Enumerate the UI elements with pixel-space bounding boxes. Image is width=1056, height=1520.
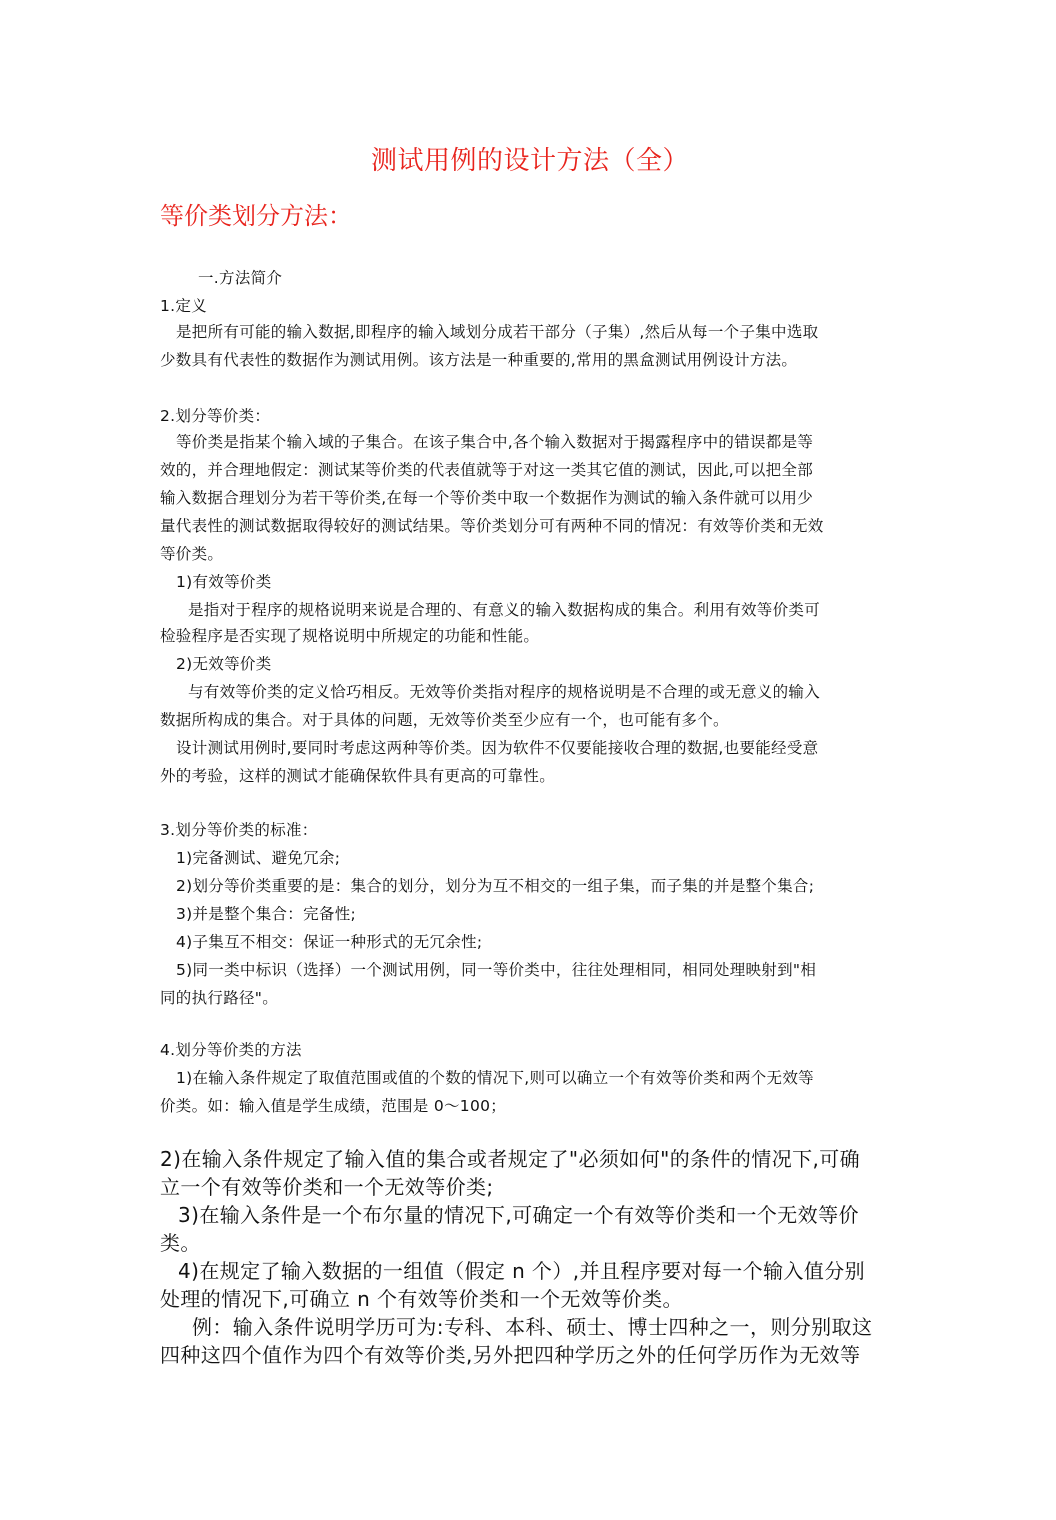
document-title: 测试用例的设计方法（全） xyxy=(370,146,689,176)
paragraph-line: 2.划分等价类： xyxy=(160,407,271,425)
list-item-large: 4)在规定了输入数据的一组值（假定 n 个）,并且程序要对每一个输入值分别 xyxy=(178,1259,866,1283)
paragraph-line: 是把所有可能的输入数据,即程序的输入域划分成若干部分（子集）,然后从每一个子集中选取 xyxy=(176,323,819,341)
subheading-method-intro: 一.方法简介 xyxy=(198,269,283,287)
list-item-large: 3)在输入条件是一个布尔量的情况下,可确定一个有效等价类和一个无效等价 xyxy=(178,1203,859,1227)
paragraph-line: 检验程序是否实现了规格说明中所规定的功能和性能。 xyxy=(160,627,540,645)
list-item-large: 2)在输入条件规定了输入值的集合或者规定了"必须如何"的条件的情况下,可确 xyxy=(160,1147,861,1171)
paragraph-line-large: 处理的情况下,可确立 n 个有效等价类和一个无效等价类。 xyxy=(160,1287,683,1311)
paragraph-line: 数据所构成的集合。对于具体的问题，无效等价类至少应有一个，也可能有多个。 xyxy=(160,711,729,729)
list-item: 3)并是整个集合：完备性; xyxy=(176,905,357,923)
paragraph-line-large: 立一个有效等价类和一个无效等价类; xyxy=(160,1175,494,1199)
paragraph-line-large: 类。 xyxy=(160,1231,201,1255)
paragraph-line: 等价类。 xyxy=(160,545,224,563)
paragraph-line: 是指对于程序的规格说明来说是合理的、有意义的输入数据构成的集合。利用有效等价类可 xyxy=(188,601,821,619)
list-item: 2)划分等价类重要的是：集合的划分，划分为互不相交的一组子集，而子集的并是整个集合; xyxy=(176,877,815,895)
paragraph-line-large: 四种这四个值作为四个有效等价类,另外把四种学历之外的任何学历作为无效等 xyxy=(160,1343,861,1367)
paragraph-line: 1)有效等价类 xyxy=(176,573,272,591)
paragraph-line: 少数具有代表性的数据作为测试用例。该方法是一种重要的,常用的黑盒测试用例设计方法。 xyxy=(160,351,798,369)
paragraph-line-large: 例：输入条件说明学历可为:专科、本科、硕士、博士四种之一，则分别取这 xyxy=(192,1315,873,1339)
paragraph-line: 量代表性的测试数据取得较好的测试结果。等价类划分可有两种不同的情况：有效等价类和无效 xyxy=(160,517,824,535)
paragraph-line: 2)无效等价类 xyxy=(176,655,272,673)
section-heading: 等价类划分方法： xyxy=(160,202,352,230)
paragraph-line: 4.划分等价类的方法 xyxy=(160,1041,302,1059)
paragraph-line: 效的，并合理地假定：测试某等价类的代表值就等于对这一类其它值的测试，因此,可以把全部 xyxy=(160,461,814,479)
list-item: 1)完备测试、避免冗余; xyxy=(176,849,341,867)
paragraph-line: 设计测试用例时,要同时考虑这两种等价类。因为软件不仅要能接收合理的数据,也要能经受意 xyxy=(176,739,819,757)
list-item: 1)在输入条件规定了取值范围或值的个数的情况下,则可以确立一个有效等价类和两个无效等 xyxy=(176,1069,814,1087)
paragraph-line: 1.定义 xyxy=(160,297,207,315)
list-item: 4)子集互不相交：保证一种形式的无冗余性; xyxy=(176,933,483,951)
paragraph-line: 价类。如：输入值是学生成绩，范围是 0～100； xyxy=(160,1097,507,1115)
paragraph-line: 同的执行路径"。 xyxy=(160,989,279,1007)
paragraph-line: 输入数据合理划分为若干等价类,在每一个等价类中取一个数据作为测试的输入条件就可以用少 xyxy=(160,489,814,507)
paragraph-line: 3.划分等价类的标准： xyxy=(160,821,318,839)
paragraph-line: 等价类是指某个输入域的子集合。在该子集合中,各个输入数据对于揭露程序中的错误都是等 xyxy=(176,433,814,451)
list-item: 5)同一类中标识（选择）一个测试用例，同一等价类中，往往处理相同，相同处理映射到"相 xyxy=(176,961,817,979)
paragraph-line: 外的考验，这样的测试才能确保软件具有更高的可靠性。 xyxy=(160,767,556,785)
paragraph-line: 与有效等价类的定义恰巧相反。无效等价类指对程序的规格说明是不合理的或无意义的输入 xyxy=(188,683,821,701)
